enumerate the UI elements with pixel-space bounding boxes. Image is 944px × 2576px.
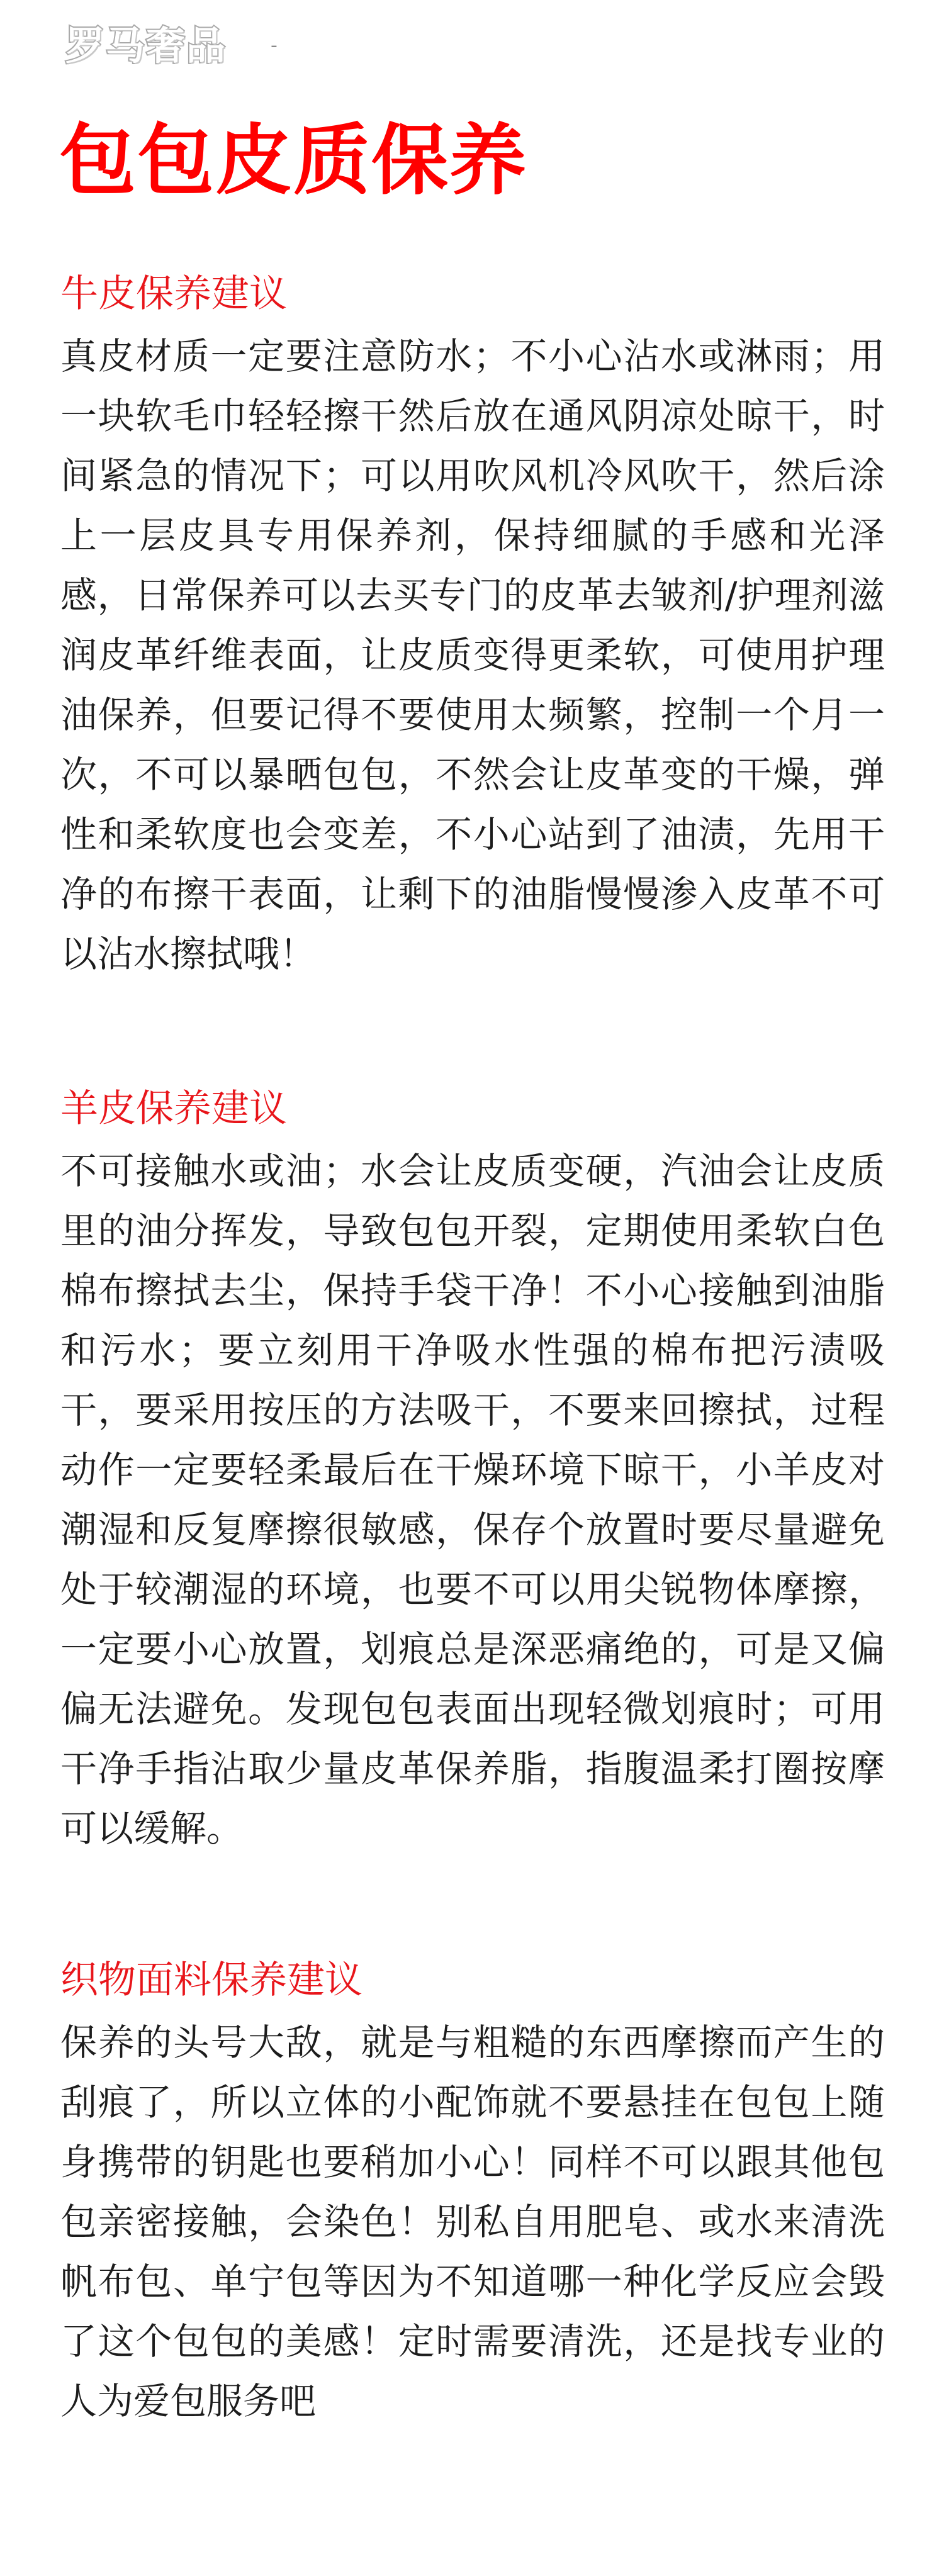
- section-body: 不可接触水或油；水会让皮质变硬，汽油会让皮质里的油分挥发，导致包包开裂，定期使用柔软白色棉布擦拭去尘，保持手袋干净！不小心接触到油脂和污水；要立刻用干净吸水性强的棉布把污渍吸干，要采用按压的方法吸干，不要来回擦拭，过程动作一定要轻柔最后在干燥环境下晾干，小羊皮对潮湿和反复摩擦很敏感，保存个放置时要尽量避免处于较潮湿的环境，也要不可以用尖锐物体摩擦，一定要小心放置，划痕总是深恶痛绝的，可是又偏偏无法避免。发现包包表面出现轻微划痕时；可用干净手指沾取少量皮革保养脂，指腹温柔打圈按摩可以缓解。: [60, 1150, 885, 1850]
- brand-logo: 罗马奢品: [65, 23, 227, 69]
- section-cowhide: [60, 271, 885, 984]
- section-lambskin: [60, 1085, 885, 1859]
- section-body: 真皮材质一定要注意防水；不小心沾水或淋雨；用一块软毛巾轻轻擦干然后放在通风阴凉处晾干，时间紧急的情况下；可以用吹风机冷风吹干，然后涂上一层皮具专用保养剂，保持细腻的手感和光泽感，日常保养可以去买专门的皮革去皱剂/护理剂滋润皮革纤维表面，让皮质变得更柔软，可使用护理油保养，但要记得不要使用太频繁，控制一个月一次，不可以暴晒包包，不然会让皮革变的干燥，弹性和柔软度也会变差，不小心站到了油渍，先用干净的布擦干表面，让剩下的油脂慢慢渗入皮革不可以沾水擦拭哦！: [60, 335, 885, 975]
- section-fabric: [60, 1957, 885, 2431]
- section-heading: 牛皮保养建议: [60, 272, 287, 316]
- brand-header: [65, 23, 278, 69]
- section-heading: 羊皮保养建议: [60, 1087, 287, 1131]
- brand-dash: -: [271, 35, 278, 57]
- section-body: 保养的头号大敌，就是与粗糙的东西摩擦而产生的刮痕了，所以立体的小配饰就不要悬挂在包包上随身携带的钥匙也要稍加小心！同样不可以跟其他包包亲密接触，会染色！别私自用肥皂、或水来清洗帆布包、单宁包等因为不知道哪一种化学反应会毁了这个包包的美感！定时需要清洗，还是找专业的人为爱包服务吧: [60, 2021, 885, 2422]
- section-heading: 织物面料保养建议: [60, 1958, 362, 2002]
- page-title: 包包皮质保养: [59, 116, 527, 205]
